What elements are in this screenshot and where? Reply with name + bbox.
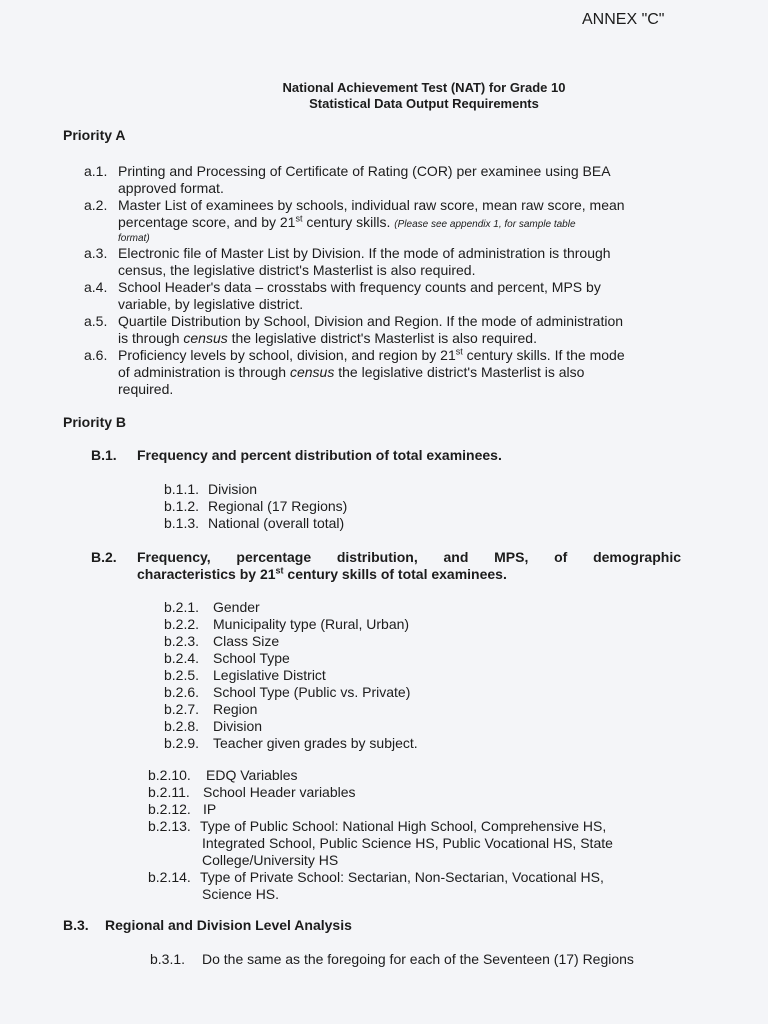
item-number: b.2.3. bbox=[164, 633, 200, 649]
item-number: a.3. bbox=[84, 245, 108, 261]
item-text: Printing and Processing of Certificate of Rating (COR) per examinee using BEA bbox=[118, 163, 611, 179]
item-number: b.2.9. bbox=[164, 735, 200, 751]
item-number: b.2.13. bbox=[148, 818, 191, 834]
item-text: EDQ Variables bbox=[206, 767, 298, 783]
section-title bbox=[137, 566, 507, 583]
section-number: B.2. bbox=[91, 549, 117, 565]
item-text: Class Size bbox=[213, 633, 280, 649]
item-text: Science HS. bbox=[202, 886, 280, 902]
item-text: Teacher given grades by subject. bbox=[213, 735, 418, 751]
item-number: b.2.10. bbox=[148, 767, 191, 783]
item-number: b.1.2. bbox=[164, 498, 200, 514]
item-text: Regional (17 Regions) bbox=[208, 498, 348, 514]
item-text: approved format. bbox=[118, 180, 224, 196]
item-note: format) bbox=[118, 233, 150, 244]
item-number: b.2.14. bbox=[148, 869, 191, 885]
item-text-part: percentage score, and by 21 bbox=[118, 214, 296, 230]
item-text: Integrated School, Public Science HS, Public Vocational HS, State bbox=[202, 835, 613, 851]
item-text-part: the legislative district's Masterlist is also bbox=[334, 364, 585, 380]
item-text: variable, by legislative district. bbox=[118, 296, 304, 312]
item-text bbox=[118, 364, 584, 381]
item-number: a.4. bbox=[84, 279, 108, 295]
item-number: b.2.5. bbox=[164, 667, 200, 683]
item-number: b.3.1. bbox=[150, 951, 186, 967]
item-number: b.1.3. bbox=[164, 515, 200, 531]
item-text: Do the same as the foregoing for each of the Seventeen (17) Regions bbox=[202, 951, 634, 967]
item-text: Municipality type (Rural, Urban) bbox=[213, 616, 410, 632]
item-text-part: of administration is through bbox=[118, 364, 290, 380]
item-text: Quartile Distribution by School, Division and Region. If the mode of administration bbox=[118, 313, 624, 329]
item-text bbox=[118, 347, 625, 364]
section-title: Frequency, percentage distribution, and MPS, of demographic bbox=[137, 549, 681, 565]
item-text: School Header variables bbox=[203, 784, 356, 800]
item-text-part: the legislative district's Masterlist is also required. bbox=[227, 330, 537, 346]
item-number: b.2.6. bbox=[164, 684, 200, 700]
item-number: b.2.11. bbox=[148, 784, 190, 800]
item-text-italic: census bbox=[183, 330, 228, 346]
item-text: Legislative District bbox=[213, 667, 326, 683]
item-number: b.2.1. bbox=[164, 599, 200, 615]
item-number: b.2.2. bbox=[164, 616, 200, 632]
item-text: Electronic file of Master List by Division. If the mode of administration is through bbox=[118, 245, 611, 261]
item-text: IP bbox=[203, 801, 217, 817]
item-number: a.2. bbox=[84, 197, 108, 213]
item-number: a.5. bbox=[84, 313, 108, 329]
item-text bbox=[118, 214, 576, 233]
item-text-part: is through bbox=[118, 330, 184, 346]
item-text: School Header's data – crosstabs with frequency counts and percent, MPS by bbox=[118, 279, 601, 295]
superscript: st bbox=[455, 346, 463, 357]
item-text: Type of Public School: National High School, Comprehensive HS, bbox=[200, 818, 607, 834]
item-text-part: Proficiency levels by school, division, and region by 21 bbox=[118, 347, 456, 363]
item-text-italic: census bbox=[289, 364, 335, 380]
item-number: b.2.7. bbox=[164, 701, 200, 717]
superscript: st bbox=[295, 213, 303, 224]
item-text-part: century skills. If the mode bbox=[462, 347, 625, 363]
item-text: Region bbox=[213, 701, 258, 717]
item-number: b.2.8. bbox=[164, 718, 200, 734]
section-title-part: characteristics by 21 bbox=[137, 566, 276, 582]
item-text: School Type (Public vs. Private) bbox=[213, 684, 411, 700]
item-text: Division bbox=[208, 481, 258, 497]
section-title: Regional and Division Level Analysis bbox=[105, 917, 352, 933]
item-number: a.6. bbox=[84, 347, 108, 363]
item-number: a.1. bbox=[84, 163, 108, 179]
item-text: College/University HS bbox=[202, 852, 339, 868]
item-number: b.2.4. bbox=[164, 650, 200, 666]
item-text: Gender bbox=[213, 599, 260, 615]
priority-a-heading: Priority A bbox=[63, 127, 126, 143]
annex-label: ANNEX "C" bbox=[582, 11, 665, 28]
item-number: b.1.1. bbox=[164, 481, 200, 497]
item-number: b.2.12. bbox=[148, 801, 191, 817]
document-title bbox=[0, 80, 768, 112]
section-number: B.3. bbox=[63, 917, 89, 933]
section-title: Frequency and percent distribution of total examinees. bbox=[137, 447, 502, 463]
priority-b-heading: Priority B bbox=[63, 414, 127, 430]
item-note: (Please see appendix 1, for sample table bbox=[394, 219, 576, 230]
item-text bbox=[118, 330, 537, 347]
item-text: School Type bbox=[213, 650, 290, 666]
item-text-part: century skills. bbox=[302, 214, 391, 230]
item-text: National (overall total) bbox=[208, 515, 345, 531]
title-line-1: National Achievement Test (NAT) for Grade 10 bbox=[282, 80, 566, 95]
section-title-part: century skills of total examinees. bbox=[283, 566, 507, 582]
superscript: st bbox=[275, 565, 284, 576]
item-text: required. bbox=[118, 381, 174, 397]
item-text: census, the legislative district's Masterlist is also required. bbox=[118, 262, 476, 278]
title-line-2: Statistical Data Output Requirements bbox=[309, 96, 539, 111]
item-text: Master List of examinees by schools, individual raw score, mean raw score, mean bbox=[118, 197, 625, 213]
section-number: B.1. bbox=[91, 447, 117, 463]
item-text: Type of Private School: Sectarian, Non-Sectarian, Vocational HS, bbox=[200, 869, 604, 885]
item-text: Division bbox=[213, 718, 263, 734]
